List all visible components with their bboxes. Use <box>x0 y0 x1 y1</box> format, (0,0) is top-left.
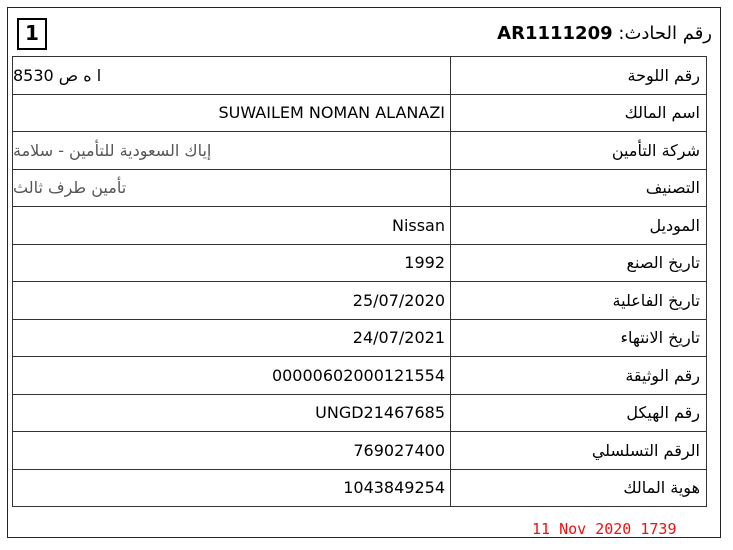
table-row <box>13 282 707 320</box>
chassis-number-value: UNGD21467685 <box>13 394 451 432</box>
effective-date-value: 25/07/2020 <box>13 282 451 320</box>
chassis-number-label: رقم الهيكل <box>451 394 707 432</box>
model-label: الموديل <box>451 207 707 245</box>
policy-number-value: 00000602000121554 <box>13 357 451 395</box>
table-row <box>13 94 707 132</box>
accident-label: رقم الحادث: <box>618 23 712 44</box>
expiry-date-value: 24/07/2021 <box>13 319 451 357</box>
table-row <box>13 357 707 395</box>
accident-number: AR1111209 <box>497 23 613 44</box>
serial-number-value: 769027400 <box>13 432 451 470</box>
plate-number-label: رقم اللوحة <box>451 57 707 95</box>
insurance-company-value: إياك السعودية للتأمين - سلامة <box>13 132 451 170</box>
owner-name-label: اسم المالك <box>451 94 707 132</box>
owner-id-label: هوية المالك <box>451 469 707 507</box>
owner-name-value: SUWAILEM NOMAN ALANAZI <box>13 94 451 132</box>
model-value: Nissan <box>13 207 451 245</box>
classification-value: تأمين طرف ثالث <box>13 169 451 207</box>
table-row <box>13 469 707 507</box>
table-row <box>13 169 707 207</box>
table-row <box>13 207 707 245</box>
insurance-company-label: شركة التأمين <box>451 132 707 170</box>
table-row <box>13 319 707 357</box>
timestamp-overlay: 11 Nov 2020 1739 <box>532 520 677 538</box>
effective-date-label: تاريخ الفاعلية <box>451 282 707 320</box>
manufacture-year-value: 1992 <box>13 244 451 282</box>
policy-number-label: رقم الوثيقة <box>451 357 707 395</box>
serial-number-label: الرقم التسلسلي <box>451 432 707 470</box>
expiry-date-label: تاريخ الانتهاء <box>451 319 707 357</box>
classification-label: التصنيف <box>451 169 707 207</box>
table-row <box>13 244 707 282</box>
plate-number-value: ا ه ص 8530 <box>13 57 451 95</box>
accident-number-title <box>497 23 712 45</box>
table-row <box>13 394 707 432</box>
page-number-badge: 1 <box>17 18 47 50</box>
manufacture-year-label: تاريخ الصنع <box>451 244 707 282</box>
table-row <box>13 432 707 470</box>
table-row <box>13 57 707 95</box>
vehicle-details-table <box>12 56 707 507</box>
owner-id-value: 1043849254 <box>13 469 451 507</box>
table-row <box>13 132 707 170</box>
